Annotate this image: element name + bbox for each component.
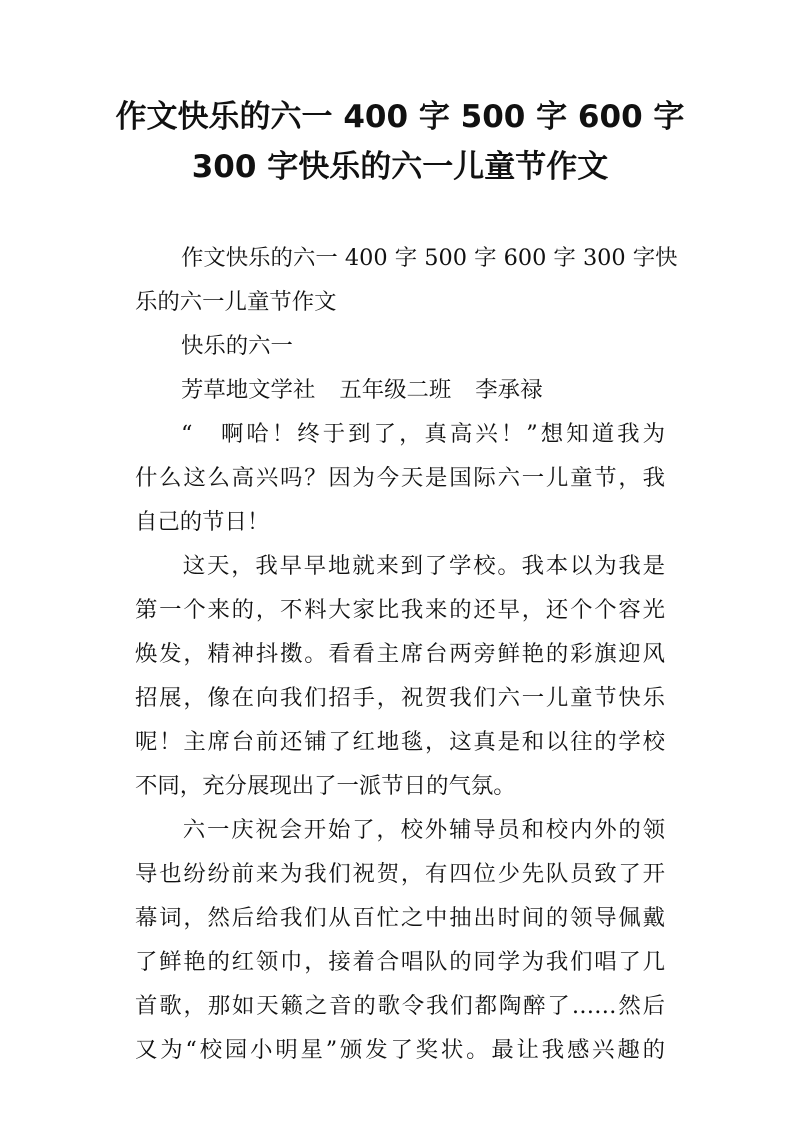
text-line: 焕发，精神抖擞。看看主席台两旁鲜艳的彩旗迎风 [135, 641, 665, 667]
document-title [100, 92, 700, 192]
text-line: 呢！主席台前还铺了红地毯，这真是和以往的学校 [135, 729, 665, 755]
text-line: “ 啊哈！终于到了，真高兴！”想知道我为 [181, 421, 665, 447]
text-line: 了鲜艳的红领巾，接着合唱队的同学为我们唱了几 [135, 949, 665, 975]
byline-class: 五年级二班 [339, 377, 452, 403]
text-line: 快乐的六一 [181, 333, 293, 359]
text-line: 作文快乐的六一 400 字 500 字 600 字 300 字快 [181, 245, 678, 271]
text-line: 导也纷纷前来为我们祝贺，有四位少先队员致了开 [135, 861, 665, 887]
text-line: 乐的六一儿童节作文 [135, 289, 337, 315]
byline [135, 368, 665, 412]
document-body [135, 236, 678, 1072]
text-line [135, 368, 665, 412]
text-line: 不同，充分展现出了一派节日的气氛。 [135, 773, 516, 799]
text-line: 第一个来的，不料大家比我来的还早，还个个容光 [135, 597, 665, 623]
paragraph [135, 808, 665, 1072]
paragraph [135, 544, 665, 808]
byline-author: 李承禄 [475, 377, 543, 403]
text-line: 自己的节日！ [135, 509, 270, 535]
text-line: 幕词，然后给我们从百忙之中抽出时间的领导佩戴 [135, 905, 665, 931]
text-line: 什么这么高兴吗？因为今天是国际六一儿童节，我 [135, 465, 665, 491]
text-line: 这天，我早早地就来到了学校。我本以为我是 [181, 553, 665, 579]
title-line-1: 作文快乐的六一 400 字 500 字 600 字 [115, 99, 685, 135]
paragraph [135, 236, 678, 324]
essay-subtitle [135, 324, 665, 368]
text-line: 六一庆祝会开始了，校外辅导员和校内外的领 [181, 817, 665, 843]
text-line: 招展，像在向我们招手，祝贺我们六一儿童节快乐 [135, 685, 665, 711]
byline-club: 芳草地文学社 [181, 377, 316, 403]
text-line: 又为“校园小明星”颁发了奖状。最让我感兴趣的 [135, 1037, 665, 1063]
text-line: 首歌，那如天籁之音的歌令我们都陶醉了……然后 [135, 993, 665, 1019]
paragraph [135, 412, 665, 544]
title-line-2: 300 字快乐的六一儿童节作文 [191, 149, 609, 185]
